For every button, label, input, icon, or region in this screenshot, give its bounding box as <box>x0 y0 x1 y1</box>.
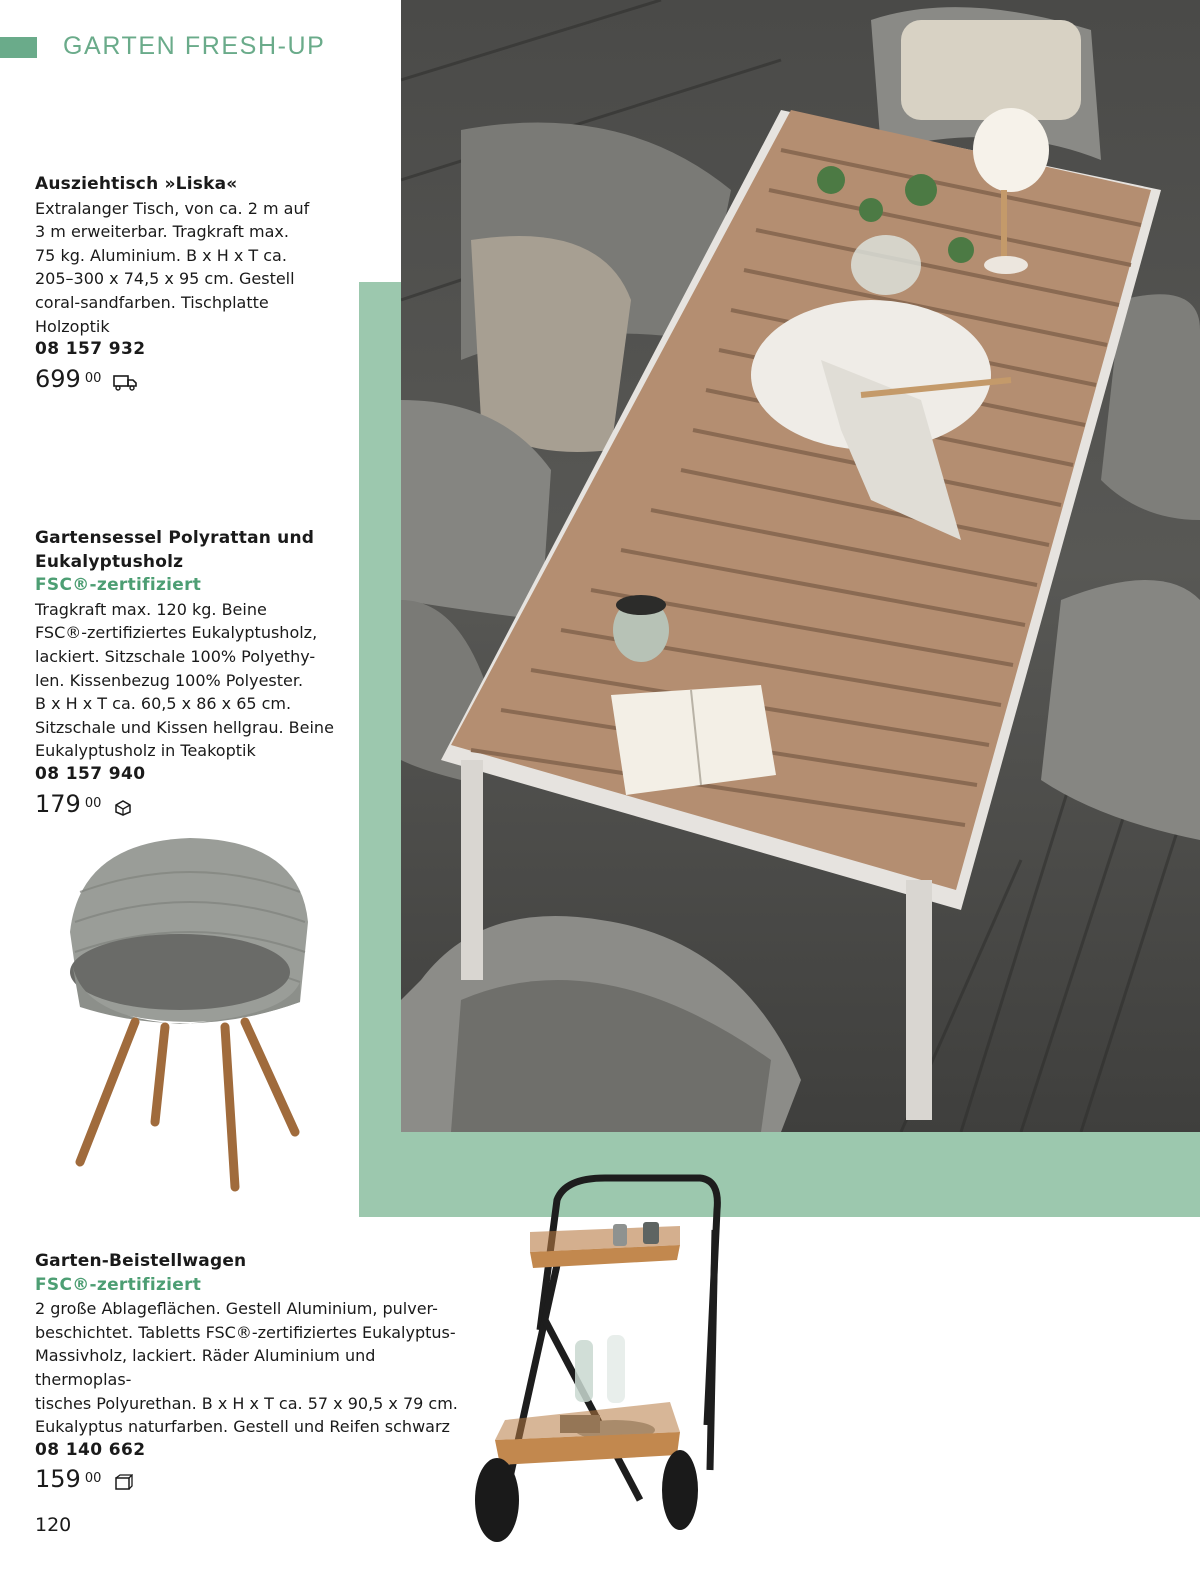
product-title-line1: Gartensessel Polyrattan und <box>35 528 315 548</box>
fsc-certified-label: FSC®-zertifiziert <box>35 575 202 596</box>
price-main: 699 <box>35 364 81 393</box>
product-garden-chair <box>35 527 475 820</box>
price-main: 179 <box>35 789 81 818</box>
product-description: Tragkraft max. 120 kg. Beine FSC®-zertifiziertes Eukalyptusholz, lackiert. Sitzschale 100% Polyethy- len. Kissenbezug 100% Polyester. B x H x T ca. 60,5 x 86 x 65 cm. Sitzschale und Kissen hellgrau. Beine Eukalyptusholz in Teakoptik <box>35 599 334 761</box>
article-number: 08 157 932 <box>35 339 146 360</box>
product-description: 2 große Ablageflächen. Gestell Aluminium, pulver- beschichtet. Tabletts FSC®-zertifiziertes Eukalyptus- Massivholz, lackiert. Räder Aluminium und thermoplas- tisches Polyurethan. B x H x T ca. 57 x 90,5 x 79 cm. Eukalyptus naturfarben. Gestell und Reifen schwarz <box>35 1299 458 1437</box>
page-title: GARTEN FRESH-UP <box>63 32 326 60</box>
price <box>35 364 475 396</box>
product-title: Ausziehtisch »Liska« <box>35 174 238 194</box>
page-number: 120 <box>35 1514 72 1536</box>
price-cents: 00 <box>84 1471 102 1487</box>
fsc-certified-label: FSC®-zertifiziert <box>35 1274 202 1295</box>
truck-icon <box>113 372 137 396</box>
product-title-line2: Eukalyptusholz <box>35 551 184 572</box>
price-main: 159 <box>35 1465 81 1494</box>
header-accent-bar <box>0 37 37 58</box>
product-garden-cart <box>35 1250 475 1496</box>
price <box>35 789 475 821</box>
product-description: Extralanger Tisch, von ca. 2 m auf 3 m erweiterbar. Tragkraft max. 75 kg. Aluminium. B x H x T ca. 205–300 x 74,5 x 95 cm. Gestell coral-sandfarben. Tischplatte Holzoptik <box>35 198 310 336</box>
price-cents: 00 <box>84 795 102 811</box>
article-number: 08 140 662 <box>35 1439 146 1460</box>
box-icon <box>113 1472 133 1496</box>
lifestyle-photo-table <box>401 0 1200 1132</box>
garden-cart-image <box>465 1170 735 1545</box>
product-title: Garten-Beistellwagen <box>35 1251 247 1271</box>
price <box>35 1465 475 1496</box>
parcel-icon <box>113 797 133 821</box>
article-number: 08 157 940 <box>35 763 146 784</box>
product-extending-table <box>35 173 475 395</box>
price-cents: 00 <box>84 370 102 386</box>
garden-chair-image <box>60 832 320 1192</box>
